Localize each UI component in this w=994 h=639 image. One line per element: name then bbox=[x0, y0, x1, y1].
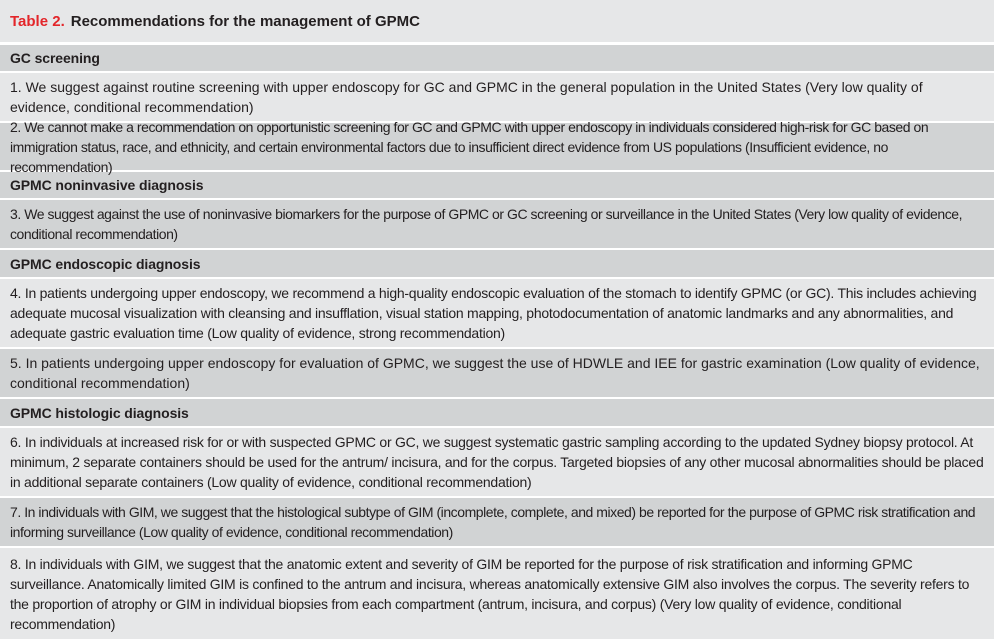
recommendation-1 bbox=[0, 73, 994, 123]
table-label: Table 2. bbox=[10, 12, 65, 30]
recommendation-5 bbox=[0, 349, 994, 399]
recommendation-text: 2. We cannot make a recommendation on opportunistic screening for GC and GPMC with upper endoscopy in individuals considered high-risk for GC based on immigration status, race, and ethnicity, and certain environmental factors due to insufficient direct evidence from US populations (Insufficient evidence, no recommendation) bbox=[10, 118, 929, 175]
recommendation-6 bbox=[0, 428, 994, 498]
recommendation-2 bbox=[0, 118, 994, 175]
section-heading: GPMC noninvasive diagnosis bbox=[10, 177, 204, 193]
recommendation-text: 8. In individuals with GIM, we suggest that the anatomic extent and severity of GIM be reported for the purpose of risk stratification and informing GPMC surveillance. Anatomically limited GIM is confined to the antrum and incisura, whereas anatomically extensive GIM also involves the corpus. The severity refers to the proportion of atrophy or GIM in individual biopsies from each compartment (antrum, incisura, and corpus) (Very low quality of evidence, conditional recommendation) bbox=[10, 555, 970, 632]
table-caption bbox=[0, 0, 994, 45]
recommendation-7 bbox=[0, 498, 994, 548]
section-heading: GPMC histologic diagnosis bbox=[10, 404, 189, 421]
recommendation-text: 1. We suggest against routine screening with upper endoscopy for GC and GPMC in the general population in the United States (Very low quality of evidence, conditional recommendation) bbox=[10, 79, 923, 115]
recommendation-text: 6. In individuals at increased risk for or with suspected GPMC or GC, we suggest systematic gastric sampling according to the updated Sydney biopsy protocol. At minimum, 2 separate containers should be used for the antrum/ incisura, and for the corpus. Targeted biopsies of any other mucosal abnormalities should be placed in additional separate containers (Low quality of evidence, conditional recommendation) bbox=[10, 434, 984, 490]
table-title: Recommendations for the management of GPMC bbox=[70, 12, 420, 30]
recommendation-text: 7. In individuals with GIM, we suggest that the histological subtype of GIM (incomplete, complete, and mixed) be reported for the purpose of GPMC risk stratification and informing surveillance (Low quality of evidence, conditional recommendation) bbox=[10, 504, 976, 540]
section-gc-screening bbox=[0, 45, 994, 73]
recommendation-4 bbox=[0, 279, 994, 349]
section-heading: GPMC endoscopic diagnosis bbox=[10, 255, 201, 272]
section-heading: GC screening bbox=[10, 50, 100, 66]
recommendation-8 bbox=[0, 548, 994, 639]
section-gpmc-noninvasive-diagnosis bbox=[0, 172, 994, 200]
recommendation-text: 5. In patients undergoing upper endoscopy for evaluation of GPMC, we suggest the use of HDWLE and IEE for gastric examination (Low quality of evidence, conditional recommendation) bbox=[10, 355, 980, 391]
recommendation-text: 4. In patients undergoing upper endoscopy, we recommend a high-quality endoscopic evaluation of the stomach to identify GPMC (or GC). This includes achieving adequate mucosal visualization with cleansing and insufflation, visual station mapping, photodocumentation of anatomic landmarks and any abnormalities, and adequate gastric evaluation time (Low quality of evidence, strong recommendation) bbox=[10, 285, 977, 341]
recommendation-text: 3. We suggest against the use of noninvasive biomarkers for the purpose of GPMC or GC screening or surveillance in the United States (Very low quality of evidence, conditional recommendation) bbox=[10, 206, 963, 242]
section-gpmc-endoscopic-diagnosis bbox=[0, 250, 994, 279]
section-gpmc-histologic-diagnosis bbox=[0, 399, 994, 428]
recommendation-3 bbox=[0, 200, 994, 250]
